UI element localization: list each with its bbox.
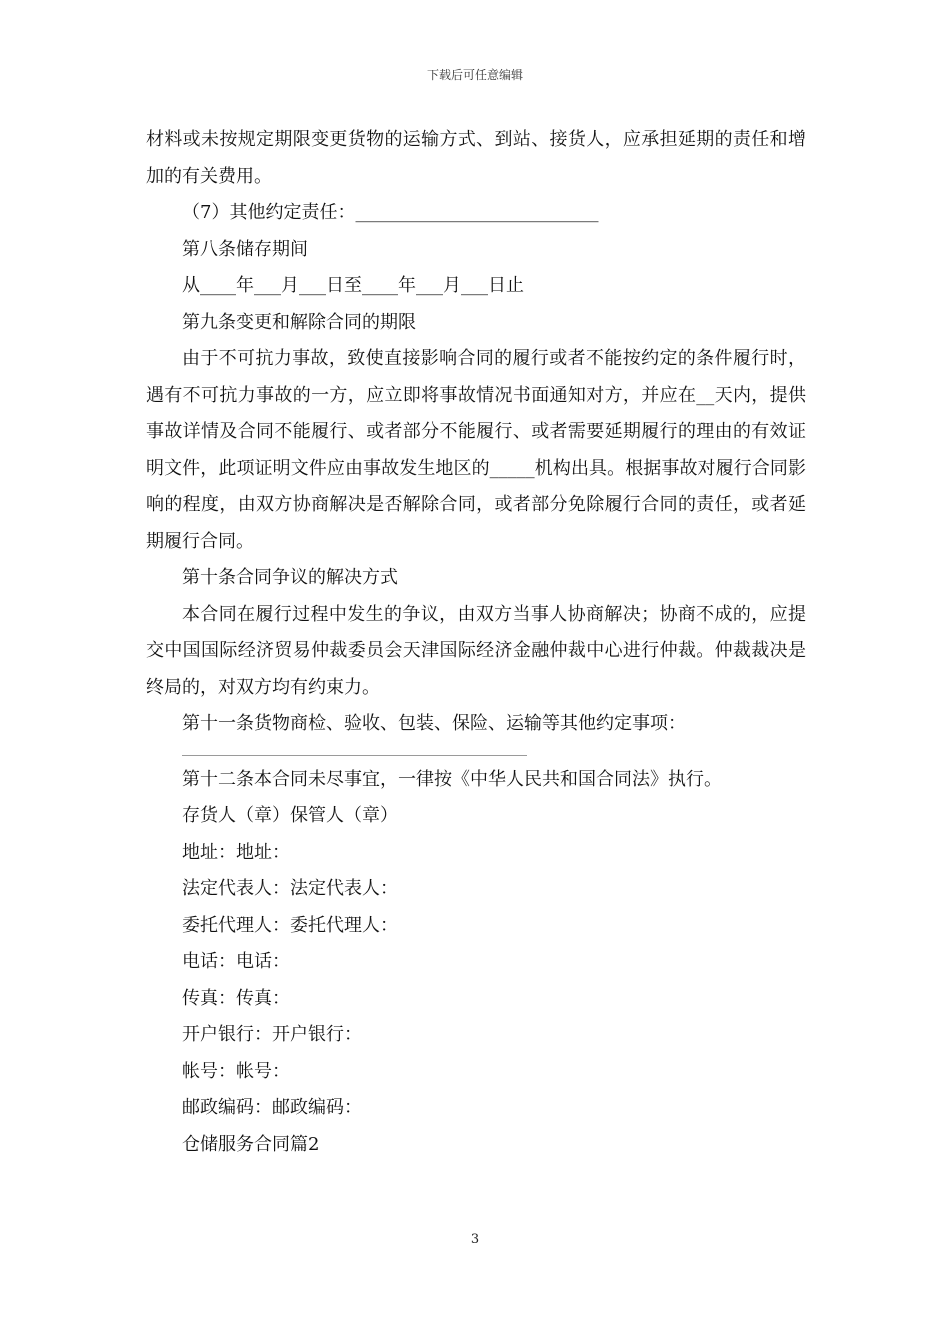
heading-article-8: 第八条储存期间: [182, 238, 308, 260]
paragraph-continued-liability: 材料或未按规定期限变更货物的运输方式、到站、接货人，应承担延期的责任和增加的有关费用。: [146, 129, 806, 187]
field-postal-code: 邮政编码：邮政编码：: [182, 1097, 362, 1118]
document-body: [146, 122, 806, 1163]
field-account: 帐号：帐号：: [182, 1060, 290, 1082]
signature-parties: 存货人（章）保管人（章）: [182, 805, 398, 826]
paragraph-dispute-resolution: 本合同在履行过程中发生的争议，由双方当事人协商解决；协商不成的，应提交中国国际经济贸易仲裁委员会天津国际经济金融仲裁中心进行仲裁。仲裁裁决是终局的，对双方均有约束力。: [146, 603, 806, 698]
field-legal-representative: 法定代表人：法定代表人：: [182, 878, 398, 899]
paragraph-force-majeure: 由于不可抗力事故，致使直接影响合同的履行或者不能按约定的条件履行时，遇有不可抗力事故的一方，应立即将事故情况书面通知对方，并应在__天内，提供事故详情及合同不能履行、或者部分不能履行、或者需要延期履行的理由的有效证明文件，此项证明文件应由事故发生地区的_____机构出具。根据事故对履行合同影响的程度，由双方协商解决是否解除合同，或者部分免除履行合同的责任，或者延期履行合同。: [146, 348, 806, 552]
field-fax: 传真：传真：: [182, 987, 290, 1009]
heading-article-9: 第九条变更和解除合同的期限: [182, 311, 416, 333]
paragraph-other-liability: （7）其他约定责任：___________________________: [182, 202, 599, 223]
page-number: 3: [470, 1232, 480, 1247]
paragraph-storage-period: 从____年___月___日至____年___月___日止: [182, 275, 524, 296]
heading-next-contract: 仓储服务合同篇2: [182, 1133, 320, 1155]
heading-article-10: 第十条合同争议的解决方式: [182, 567, 398, 588]
heading-article-11: 第十一条货物商检、验收、包装、保险、运输等其他约定事项：: [182, 713, 686, 734]
field-bank: 开户银行：开户银行：: [182, 1024, 362, 1045]
page-header: 下载后可任意编辑: [426, 68, 523, 82]
field-authorized-agent: 委托代理人：委托代理人：: [182, 914, 398, 936]
blank-fill-line: [182, 755, 527, 756]
field-phone: 电话：电话：: [182, 951, 290, 972]
field-address: 地址：地址：: [182, 841, 290, 863]
heading-article-12: 第十二条本合同未尽事宜，一律按《中华人民共和国合同法》执行。: [182, 768, 722, 790]
